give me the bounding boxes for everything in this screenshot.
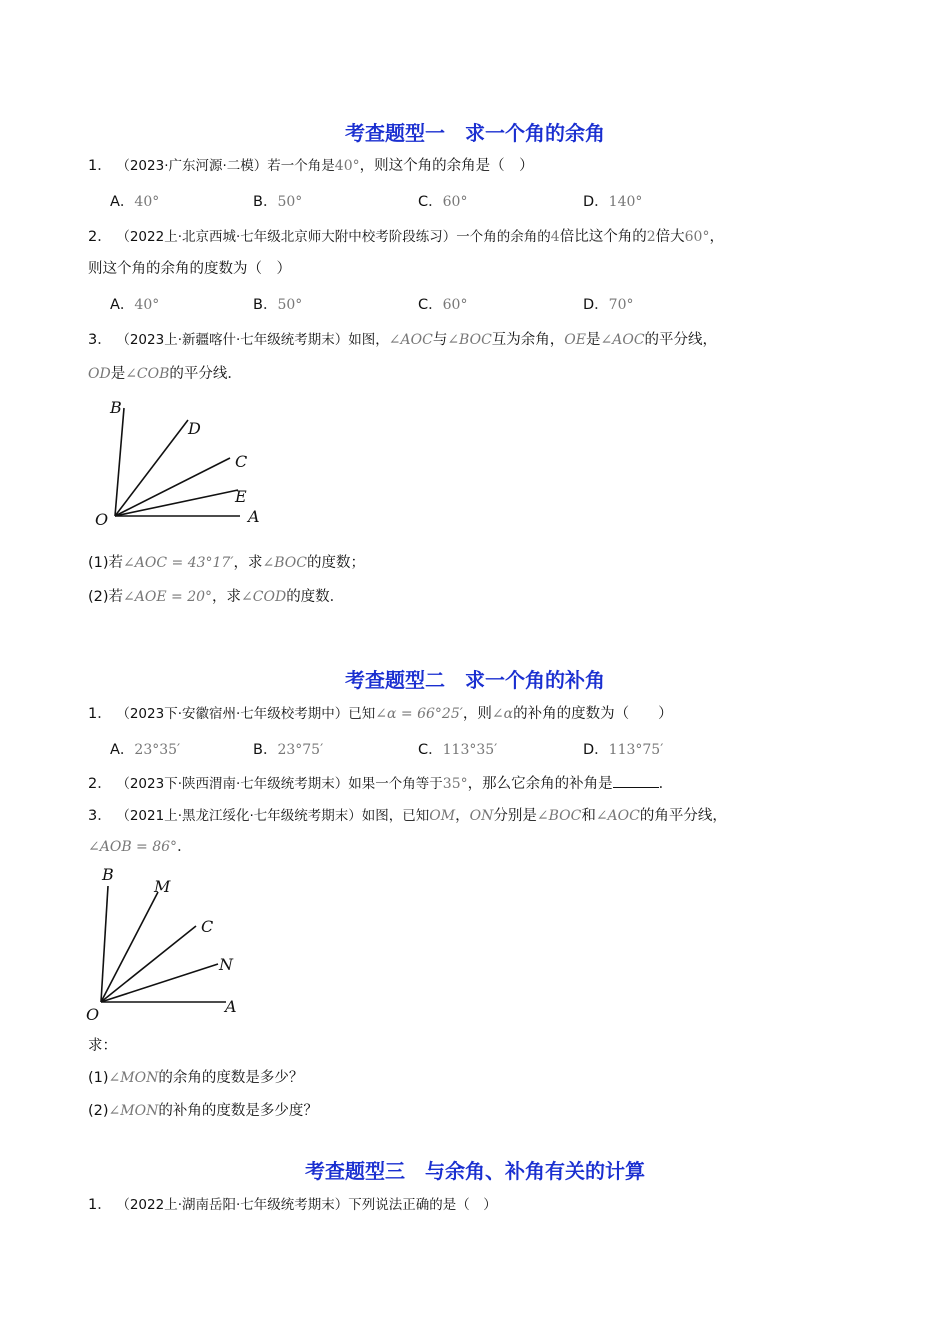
s2-q1-option-d[interactable]: D．113°75′ xyxy=(583,742,664,758)
s1-q3-source: （2023上·新疆喀什·七年级统考期末）如图， xyxy=(116,332,389,348)
ray-ob xyxy=(115,408,124,516)
s3-q1-number: 1． xyxy=(88,1197,112,1213)
label-e: E xyxy=(235,487,247,506)
s1-q3-line2: OD是∠COB的平分线． xyxy=(88,366,242,382)
s2-q3-ask: 求： xyxy=(88,1038,117,1054)
label-m: M xyxy=(154,877,171,896)
label-o: O xyxy=(86,1005,100,1024)
ray-oe xyxy=(115,490,238,516)
s1-q1-option-c[interactable]: C．60° xyxy=(418,194,468,210)
s1-q1-source: （2023·广东河源·二模）若一个角是 xyxy=(116,158,335,174)
label-c: C xyxy=(235,452,248,471)
s1-q2-n2: 2 xyxy=(646,229,656,245)
s1-q2-number: 2． xyxy=(88,229,112,245)
s1-q2-option-a[interactable]: A．40° xyxy=(110,297,160,313)
s2-q3-number: 3． xyxy=(88,808,112,824)
s1-q2-option-b[interactable]: B．50° xyxy=(253,297,303,313)
s1-q3-sub1: (1)若∠AOC = 43°17′，求∠BOC的度数； xyxy=(88,555,365,571)
s2-q3-sub2: (2)∠MON的补角的度数是多少度？ xyxy=(88,1103,318,1119)
s2-q2-number: 2． xyxy=(88,776,112,792)
s1-q3-stem: 3． （2023上·新疆喀什·七年级统考期末）如图，∠AOC与∠BOC互为余角，OE是∠AOC的平分线， xyxy=(88,332,718,348)
s2-q3-sub1: (1)∠MON的余角的度数是多少？ xyxy=(88,1070,304,1086)
label-a: A xyxy=(248,507,260,526)
s1-q3-number: 3． xyxy=(88,332,112,348)
s1-q2-option-c[interactable]: C．60° xyxy=(418,297,468,313)
s1-q2-source: （2022上·北京西城·七年级北京师大附中校考阶段练习）一个角的余角的 xyxy=(116,229,551,245)
label-b: B xyxy=(110,398,122,417)
s2-q2-answer-blank[interactable] xyxy=(613,773,659,788)
s1-q1-option-b[interactable]: B．50° xyxy=(253,194,303,210)
s1-q2-line2: 则这个角的余角的度数为（ ） xyxy=(88,261,291,277)
s2-q2-stem: 2． （2023下·陕西渭南·七年级统考期末）如果一个角等于35°，那么它余角的补角是 ． xyxy=(88,773,673,794)
label-d: D xyxy=(188,419,201,438)
s2-q1-source: （2023下·安徽宿州·七年级校考期中）已知 xyxy=(116,706,376,722)
s2-q1-number: 1． xyxy=(88,706,112,722)
s1-q1-stem xyxy=(88,156,534,176)
section-1-title: 考查题型一 求一个角的余角 xyxy=(345,121,605,145)
ray-oc xyxy=(101,926,196,1002)
s2-q3-line2: ∠AOB = 86°． xyxy=(88,839,192,855)
s1-q2-end: ， xyxy=(709,229,724,245)
s1-q3-sub2: (2)若∠AOE = 20°，求∠COD的度数． xyxy=(88,589,345,605)
s1-q1-angle: 40° xyxy=(334,158,360,174)
s1-q2-angle: 60° xyxy=(684,229,710,245)
label-a: A xyxy=(225,997,237,1016)
s1-q3-figure xyxy=(88,392,278,532)
s2-q3-stem: 3． （2021上·黑龙江绥化·七年级统考期末）如图，已知OM，ON分别是∠BOC和∠AOC的角平分线， xyxy=(88,808,727,824)
section-2-title: 考查题型二 求一个角的补角 xyxy=(345,668,605,692)
s1-q2-mid2: 倍大 xyxy=(655,229,685,245)
s2-q1-option-c[interactable]: C．113°35′ xyxy=(418,742,498,758)
label-c: C xyxy=(201,917,214,936)
s1-q2-option-d[interactable]: D．70° xyxy=(583,297,634,313)
label-b: B xyxy=(102,865,114,884)
s2-q3-source: （2021上·黑龙江绥化·七年级统考期末）如图，已知 xyxy=(116,808,430,824)
section-3-title: 考查题型三 与余角、补角有关的计算 xyxy=(305,1159,645,1183)
s2-q1-stem: 1． （2023下·安徽宿州·七年级校考期中）已知∠α = 66°25′，则∠α的补角的度数为（ ） xyxy=(88,706,673,722)
s2-q3-figure xyxy=(80,862,260,1027)
s1-q1-option-d[interactable]: D．140° xyxy=(583,194,643,210)
s1-q2-mid: 倍比这个角的 xyxy=(559,229,647,245)
ray-oc xyxy=(115,458,230,516)
s1-q2-n1: 4 xyxy=(550,229,560,245)
ray-ob xyxy=(101,886,108,1002)
s1-q1-number: 1． xyxy=(88,158,112,174)
s2-q1-option-a[interactable]: A．23°35′ xyxy=(110,742,181,758)
s1-q1-tail: ，则这个角的余角是（ ） xyxy=(359,158,534,174)
label-n: N xyxy=(219,955,233,974)
s3-q1-stem xyxy=(88,1195,497,1215)
s2-q1-option-b[interactable]: B．23°75′ xyxy=(253,742,324,758)
s1-q2-stem xyxy=(88,227,724,247)
label-o: O xyxy=(95,510,109,529)
s3-q1-source: （2022上·湖南岳阳·七年级统考期末）下列说法正确的是（ ） xyxy=(116,1197,497,1213)
s2-q2-source: （2023下·陕西渭南·七年级统考期末）如果一个角等于 xyxy=(116,776,443,792)
ray-od xyxy=(115,420,188,516)
s1-q1-option-a[interactable]: A．40° xyxy=(110,194,160,210)
